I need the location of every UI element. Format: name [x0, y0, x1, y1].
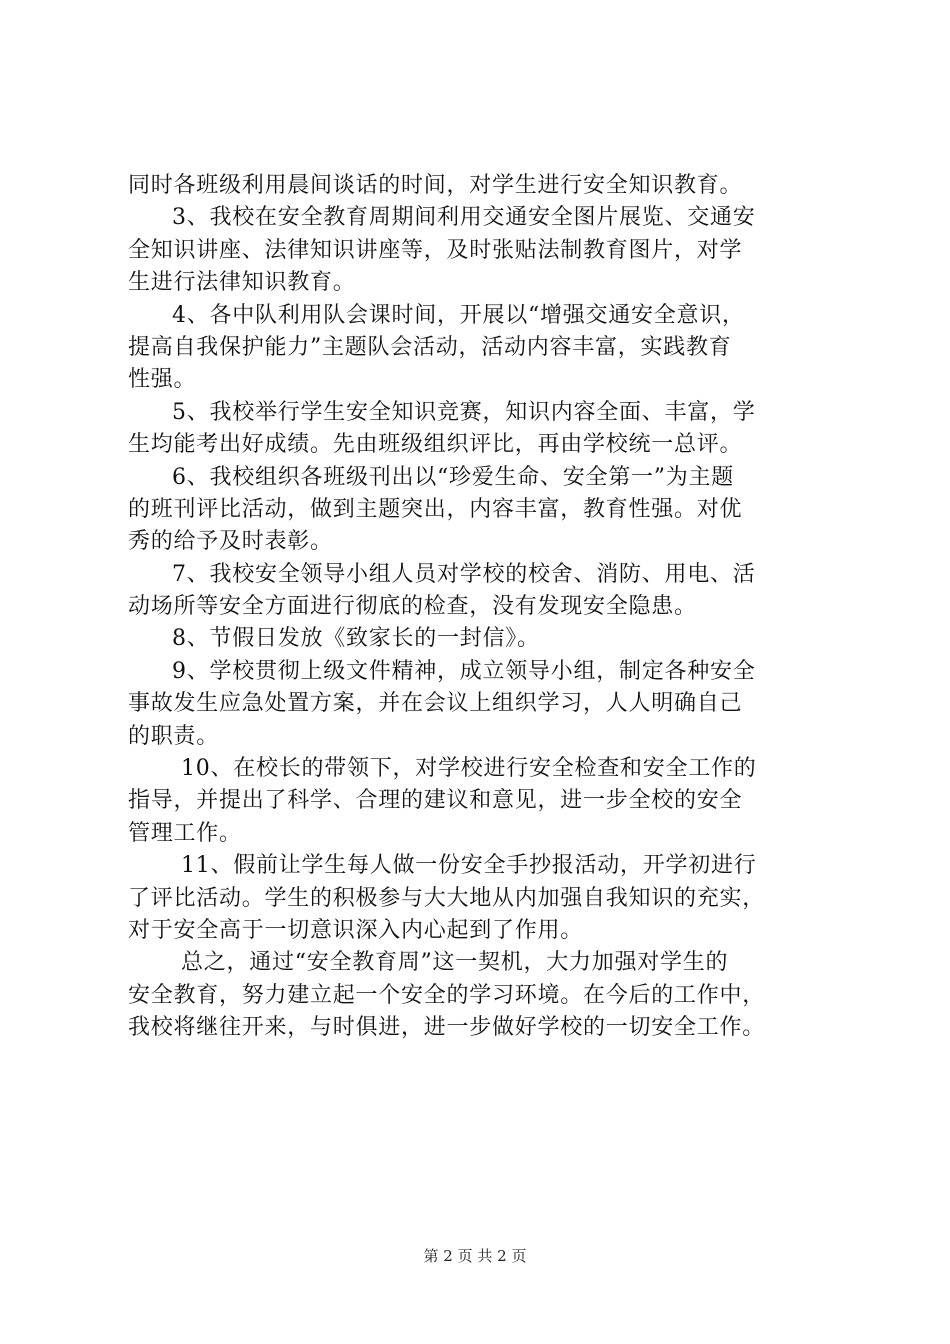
body-line: 我校将继往开来，与时俱进，进一步做好学校的一切安全工作。	[128, 1015, 766, 1041]
body-line: 指导，并提出了科学、合理的建议和意见，进一步全校的安全	[128, 788, 743, 814]
paragraph-3-line: 3、我校在安全教育周期间利用交通安全图片展览、交通安	[172, 205, 756, 231]
body-line: 事故发生应急处置方案，并在会议上组织学习，人人明确自己	[128, 691, 743, 717]
body-line: 生进行法律知识教育。	[128, 270, 356, 296]
body-line: 性强。	[128, 367, 197, 393]
document-body	[128, 170, 834, 1045]
body-line: 秀的给予及时表彰。	[128, 529, 333, 555]
body-line: 的班刊评比活动，做到主题突出，内容丰富，教育性强。对优	[128, 496, 743, 522]
body-line: 同时各班级利用晨间谈话的时间，对学生进行安全知识教育。	[128, 173, 743, 198]
body-line: 的职责。	[128, 723, 220, 749]
body-line: 了评比活动。学生的积极参与大大地从内加强自我知识的充实，	[128, 885, 766, 911]
paragraph-5-line: 5、我校举行学生安全知识竞赛，知识内容全面、丰富，学	[172, 399, 756, 425]
summary-line: 总之，通过“安全教育周”这一契机，大力加强对学生的	[181, 950, 729, 976]
paragraph-8-line: 8、节假日发放《致家长的一封信》。	[172, 626, 540, 652]
body-line: 提高自我保护能力”主题队会活动，活动内容丰富，实践教育	[128, 334, 732, 360]
paragraph-7-line: 7、我校安全领导小组人员对学校的校舍、消防、用电、活	[172, 561, 756, 587]
paragraph-6-line: 6、我校组织各班级刊出以“珍爱生命、安全第一”为主题	[172, 464, 734, 490]
body-line: 管理工作。	[128, 820, 242, 846]
page-number-footer: 第 2 页 共 2 页	[423, 1247, 527, 1265]
paragraph-10-line: 10、在校长的带领下，对学校进行安全检查和安全工作的	[181, 756, 757, 782]
paragraph-9-line: 9、学校贯彻上级文件精神，成立领导小组，制定各种安全	[172, 658, 756, 684]
paragraph-11-line: 11、假前让学生每人做一份安全手抄报活动，开学初进行	[181, 853, 757, 879]
paragraph-4-line: 4、各中队利用队会课时间，开展以“增强交通安全意识，	[172, 302, 745, 328]
body-line: 安全教育，努力建立起一个安全的学习环境。在今后的工作中，	[128, 982, 766, 1008]
body-line: 生均能考出好成绩。先由班级组织评比，再由学校统一总评。	[128, 432, 743, 458]
body-line: 全知识讲座、法律知识讲座等，及时张贴法制教育图片，对学	[128, 237, 743, 263]
body-line: 对于安全高于一切意识深入内心起到了作用。	[128, 917, 584, 943]
body-line: 动场所等安全方面进行彻底的检查，没有发现安全隐患。	[128, 594, 697, 620]
